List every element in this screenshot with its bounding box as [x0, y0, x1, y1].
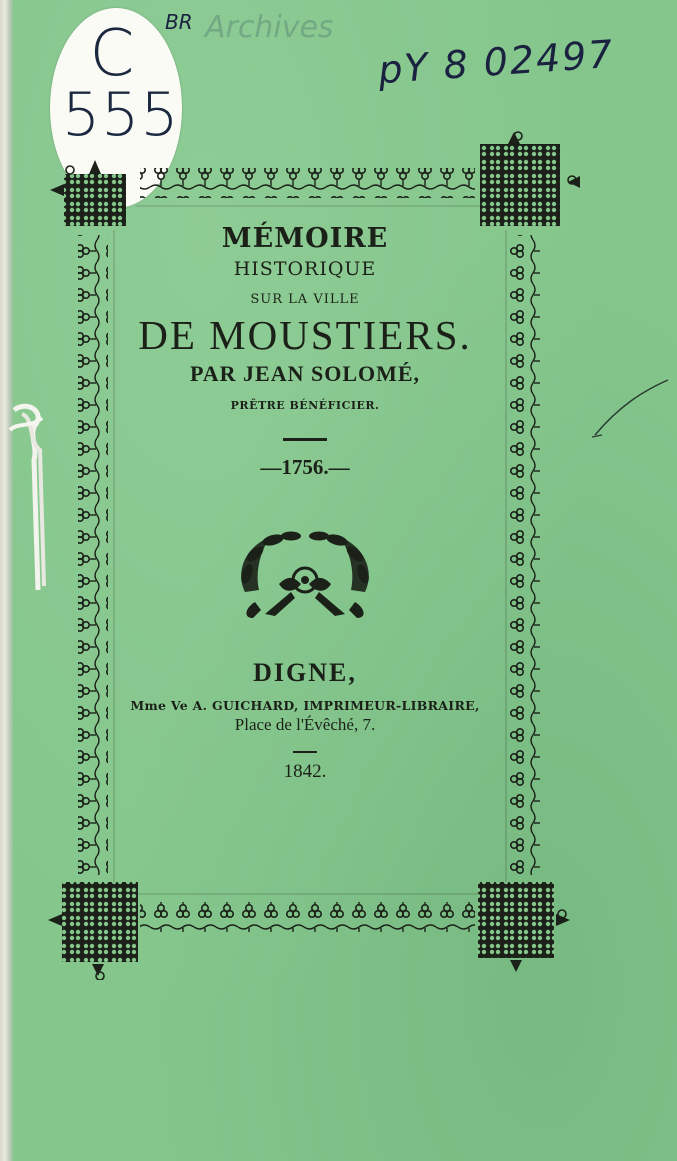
- title-page: [75, 215, 535, 783]
- divider-rule-small: [293, 751, 317, 753]
- shelf-mark-number: 555: [62, 80, 180, 150]
- title-line-2: HISTORIQUE: [233, 258, 377, 280]
- handwritten-call-number: pY 8 02497: [376, 31, 616, 93]
- author-role: PRÊTRE BÉNÉFICIER.: [230, 399, 380, 412]
- title-line-1: MÉMOIRE: [221, 223, 389, 254]
- divider-rule: [283, 438, 327, 441]
- date-written: —1756.—: [260, 455, 350, 479]
- shelf-mark-letter: C: [89, 17, 135, 91]
- printer-address: Place de l'Évêché, 7.: [234, 715, 376, 734]
- title-line-3: SUR LA VILLE: [250, 292, 360, 307]
- pencil-stroke-mark: [590, 375, 670, 445]
- laurel-wreath-icon: [225, 522, 385, 622]
- printer-name: Mme Ve A. GUICHARD, IMPRIMEUR-LIBRAIRE,: [130, 698, 480, 713]
- publication-year: 1842.: [283, 761, 327, 782]
- handwritten-archives: Archives: [205, 10, 334, 45]
- handwritten-initials: BR: [165, 10, 193, 34]
- title-line-4: DE MOUSTIERS.: [138, 312, 472, 358]
- place-of-publication: DIGNE,: [253, 658, 357, 687]
- author-line: PAR JEAN SOLOMÉ,: [189, 361, 421, 386]
